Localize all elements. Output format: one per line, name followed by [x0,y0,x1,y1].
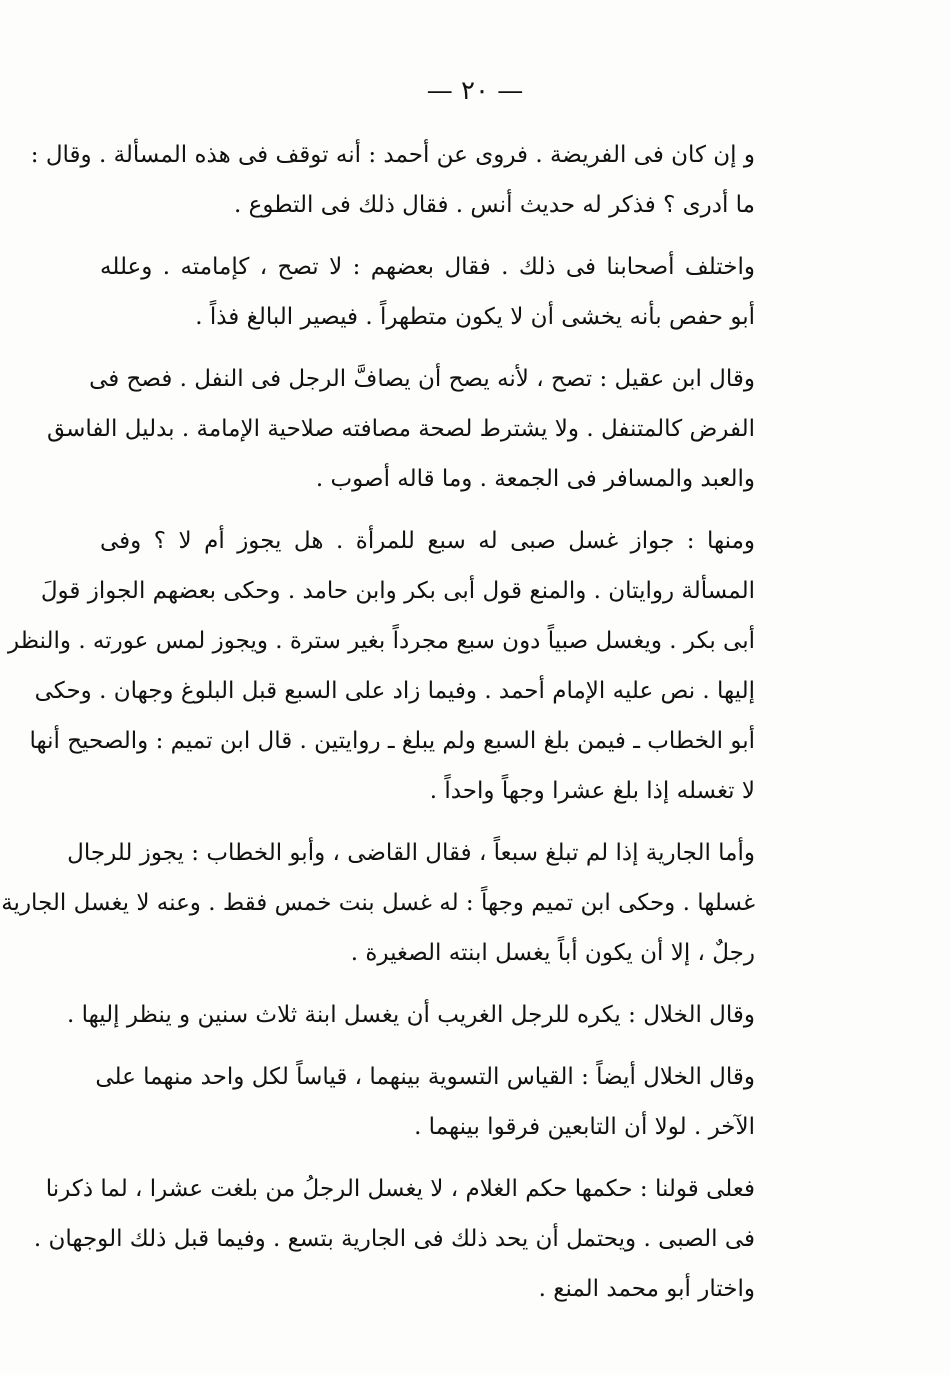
text-line: وأما الجارية إذا لم تبلغ سبعاً ، فقال القاضى ، وأبو الخطاب : يجوز للرجال [67,840,755,866]
text-line: رجلٌ ، إلا أن يكون أباً يغسل ابنته الصغيرة . [350,940,755,966]
paragraph [100,242,755,342]
text-line: واختار أبو محمد المنع . [538,1276,755,1302]
text-line: ومنها : جواز غسل صبى له سبع للمرأة . هل يجوز أم لا ؟ وفى [100,528,755,554]
text-line: إليها . نص عليه الإمام أحمد . وفيما زاد على السبع قبل البلوغ وجهان . وحكى [34,678,755,704]
text-line: الفرض كالمتنفل . ولا يشترط لصحة مصافته صلاحية الإمامة . بدليل الفاسق [46,416,755,442]
text-line: فعلى قولنا : حكمها حكم الغلام ، لا يغسل الرجلُ من بلغت عشرا ، لما ذكرنا [45,1176,755,1202]
body-text [1,130,755,1314]
paragraph [30,130,755,230]
paragraph [8,516,755,816]
text-line: أبى بكر . ويغسل صبياً دون سبع مجرداً بغير سترة . ويجوز لمس عورته . والنظر [8,628,755,654]
paragraph-gap [100,816,755,828]
text-line: المسألة روايتان . والمنع قول أبى بكر وابن حامد . وحكى بعضهم الجواز قولَ [40,578,755,604]
text-line: أبو حفص بأنه يخشى أن لا يكون متطهراً . فيصير البالغ فذاً . [195,304,755,330]
text-line: وقال الخلال أيضاً : القياس التسوية بينهما ، قياساً لكل واحد منهما على [95,1064,755,1090]
text-line: غسلها . وحكى ابن تميم وجهاً : له غسل بنت خمس فقط . وعنه لا يغسل الجارية [1,890,755,916]
paragraph [1,828,755,978]
paragraph [46,354,755,504]
text-line: الآخر . لولا أن التابعين فرقوا بينهما . [414,1114,755,1140]
text-line: وقال الخلال : يكره للرجل الغريب أن يغسل ابنة ثلاث سنين و ينظر إليها . [66,1002,755,1028]
text-line: والعبد والمسافر فى الجمعة . وما قاله أصوب . [315,466,755,492]
paragraph-gap [100,342,755,354]
page-number: — ٢٠ — [426,76,524,106]
paragraph-gap [100,504,755,516]
paragraph [95,1052,755,1152]
text-line: وقال ابن عقيل : تصح ، لأنه يصح أن يصافَّ الرجل فى النفل . فصح فى [89,366,755,392]
paragraph-gap [100,230,755,242]
paragraph-gap [100,1040,755,1052]
text-line: أبو الخطاب ـ فيمن بلغ السبع ولم يبلغ ـ روايتين . قال ابن تميم : والصحيح أنها [29,728,755,754]
text-line: ما أدرى ؟ فذكر له حديث أنس . فقال ذلك فى التطوع . [233,192,755,218]
text-line: و إن كان فى الفريضة . فروى عن أحمد : أنه توقف فى هذه المسألة . وقال : [30,142,755,168]
paragraph [33,1164,755,1314]
paragraph-gap [100,1152,755,1164]
paragraph-gap [100,978,755,990]
text-line: فى الصبى . ويحتمل أن يحد ذلك فى الجارية بتسع . وفيما قبل ذلك الوجهان . [33,1226,755,1252]
text-line: لا تغسله إذا بلغ عشرا وجهاً واحداً . [429,778,755,804]
paragraph [66,990,755,1040]
text-line: واختلف أصحابنا فى ذلك . فقال بعضهم : لا تصح ، كإمامته . وعلله [100,254,755,280]
